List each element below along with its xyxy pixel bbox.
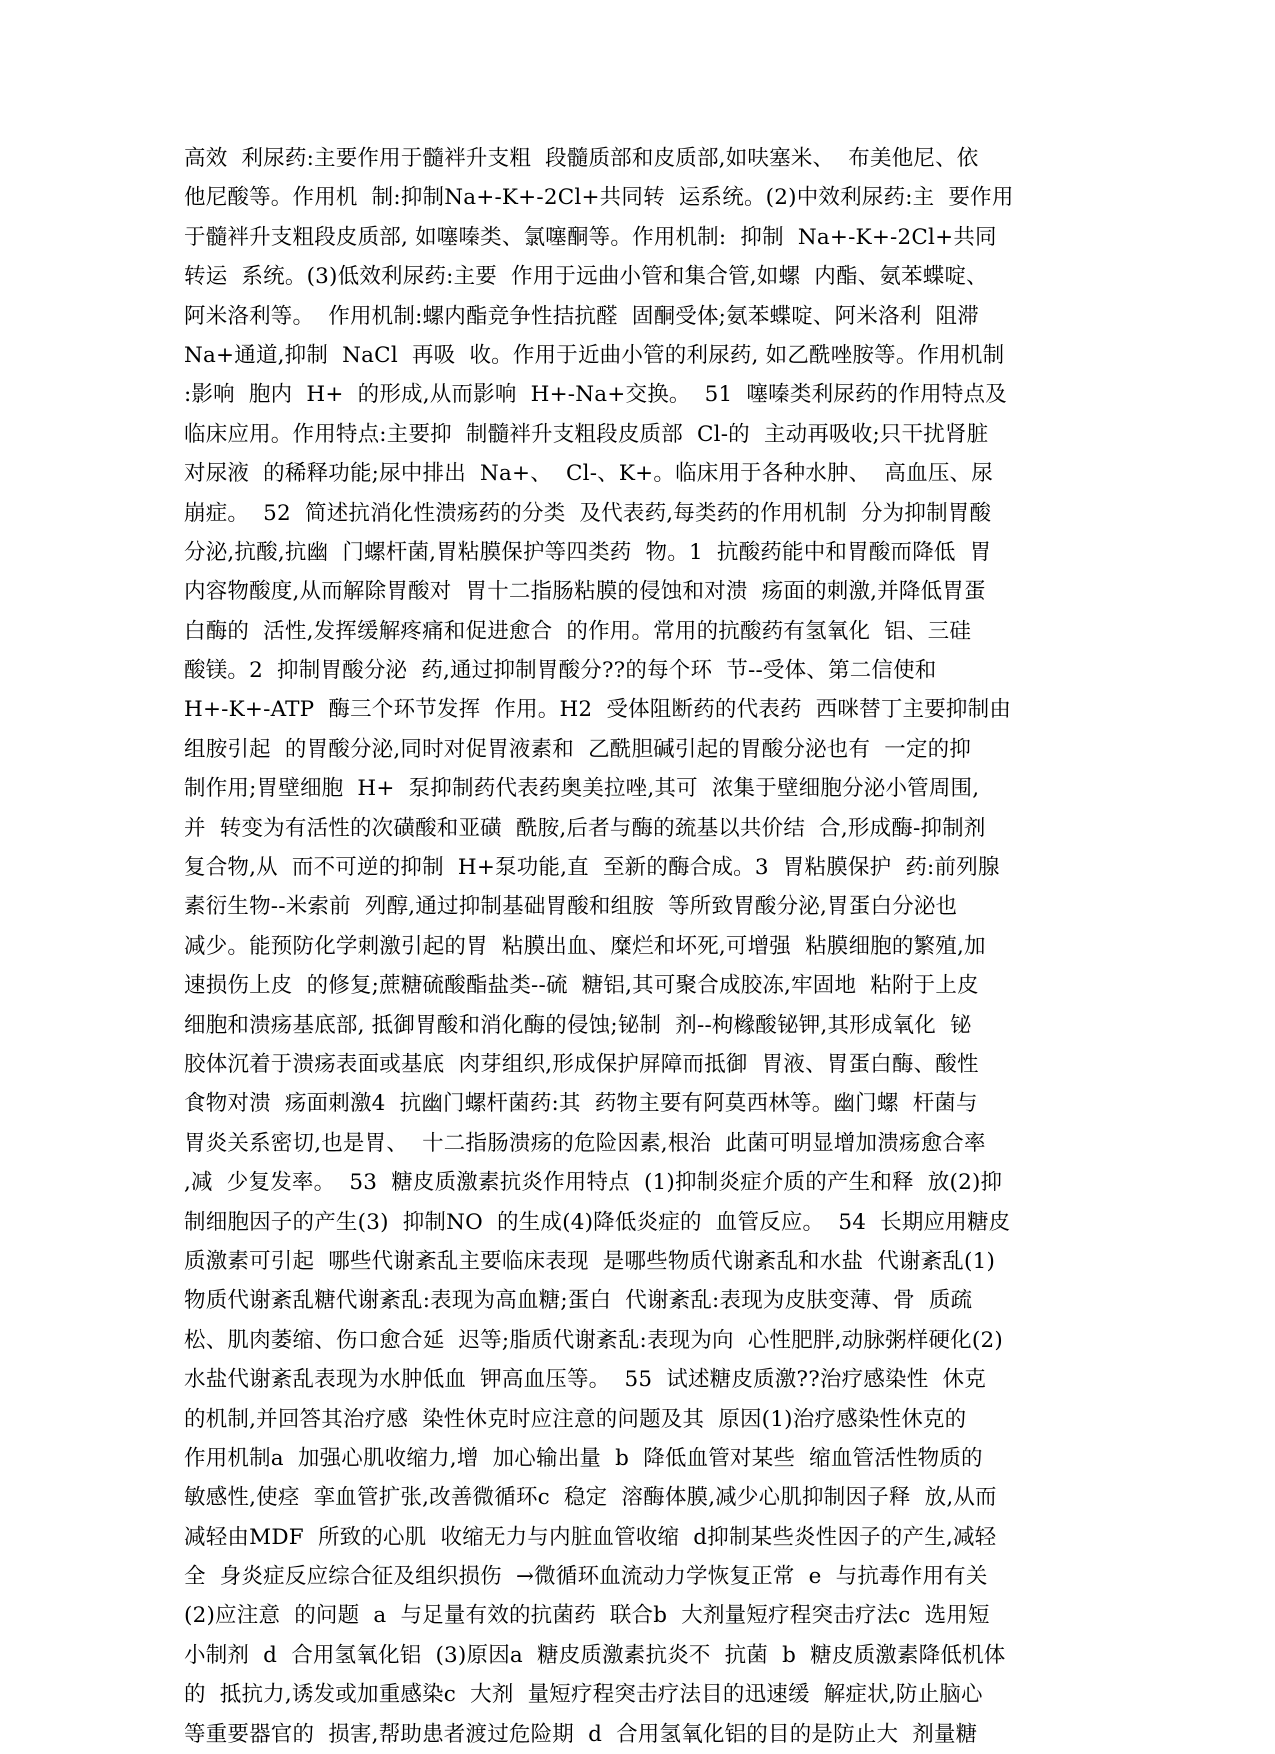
text-line: ,减 少复发率。 53 糖皮质激素抗炎作用特点 (1)抑制炎症介质的产生和释 放(2)抑 [184,1170,1003,1196]
text-line: :影响 胞内 H+ 的形成,从而影响 H+-Na+交换。 51 噻嗪类利尿药的作用特点及 [184,382,1007,408]
text-line: 组胺引起 的胃酸分泌,同时对促胃液素和 乙酰胆碱引起的胃酸分泌也有 一定的抑 [184,736,972,762]
text-line: H+-K+-ATP 酶三个环节发挥 作用。H2 受体阻断药的代表药 西咪替丁主要抑制由 [184,697,1012,723]
text-line: 松、肌肉萎缩、伤口愈合延 迟等;脂质代谢紊乱:表现为向 心性肥胖,动脉粥样硬化(2) [184,1327,1003,1353]
text-line: 小制剂 d 合用氢氧化铝 (3)原因a 糖皮质激素抗炎不 抗菌 b 糖皮质激素降低机体 [184,1642,1006,1668]
text-line: 敏感性,使痉 挛血管扩张,改善微循环c 稳定 溶酶体膜,减少心肌抑制因子释 放,从而 [184,1485,997,1511]
text-line: 他尼酸等。作用机 制:抑制Na+-K+-2Cl+共同转 运系统。(2)中效利尿药:主 要作用 [184,185,1014,211]
document-body [184,139,1089,1754]
text-line: 阿米洛利等。 作用机制:螺内酯竞争性拮抗醛 固酮受体;氨苯蝶啶、阿米洛利 阻滞 [184,303,979,329]
text-line: 内容物酸度,从而解除胃酸对 胃十二指肠粘膜的侵蚀和对溃 疡面的刺激,并降低胃蛋 [184,579,986,605]
text-line: 高效 利尿药:主要作用于髓袢升支粗 段髓质部和皮质部,如呋塞米、 布美他尼、依 [184,146,979,171]
text-line: 食物对溃 疡面刺激4 抗幽门螺杆菌药:其 药物主要有阿莫西林等。幽门螺 杆菌与 [184,1091,978,1117]
text-line: 减轻由MDF 所致的心肌 收缩无力与内脏血管收缩 d抑制某些炎性因子的产生,减轻 [184,1524,997,1550]
text-line: 制作用;胃壁细胞 H+ 泵抑制药代表药奥美拉唑,其可 浓集于壁细胞分泌小管周围, [184,776,980,802]
text-line: 速损伤上皮 的修复;蔗糖硫酸酯盐类--硫 糖铝,其可聚合成胶冻,牢固地 粘附于上皮 [184,973,979,999]
text-line: 分泌,抗酸,抗幽 门螺杆菌,胃粘膜保护等四类药 物。1 抗酸药能中和胃酸而降低 胃 [184,539,992,565]
text-line: 胃炎关系密切,也是胃、 十二指肠溃疡的危险因素,根治 此菌可明显增加溃疡愈合率 [184,1130,986,1156]
text-line: 的 抵抗力,诱发或加重感染c 大剂 量短疗程突击疗法目的迅速缓 解症状,防止脑心 [184,1682,983,1708]
text-line: (2)应注意 的问题 a 与足量有效的抗菌药 联合b 大剂量短疗程突击疗法c 选用短 [184,1603,990,1629]
text-line: 胶体沉着于溃疡表面或基底 肉芽组织,形成保护屏障而抵御 胃液、胃蛋白酶、酸性 [184,1051,979,1077]
text-line: 并 转变为有活性的次磺酸和亚磺 酰胺,后者与酶的巯基以共价结 合,形成酶-抑制剂 [184,815,986,841]
text-line: 的机制,并回答其治疗感 染性休克时应注意的问题及其 原因(1)治疗感染性休克的 [184,1406,967,1432]
text-line: 制细胞因子的产生(3) 抑制NO 的生成(4)降低炎症的 血管反应。 54 长期应用糖皮 [184,1209,1011,1235]
text-line: Na+通道,抑制 NaCl 再吸 收。作用于近曲小管的利尿药, 如乙酰唑胺等。作用机制 [184,342,1005,368]
text-line: 于髓袢升支粗段皮质部, 如噻嗪类、氯噻酮等。作用机制: 抑制 Na+-K+-2Cl+共同 [184,224,997,250]
text-line: 细胞和溃疡基底部, 抵御胃酸和消化酶的侵蚀;铋制 剂--枸橼酸铋钾,其形成氧化 铋 [184,1012,972,1038]
text-line: 素衍生物--米索前 列醇,通过抑制基础胃酸和组胺 等所致胃酸分泌,胃蛋白分泌也 [184,894,958,920]
text-line: 转运 系统。(3)低效利尿药:主要 作用于远曲小管和集合管,如螺 内酯、氨苯蝶啶、 [184,264,988,290]
text-line: 等重要器官的 损害,帮助患者渡过危险期 d 合用氢氧化铝的目的是防止大 剂量糖 [184,1721,978,1747]
text-line: 复合物,从 而不可逆的抑制 H+泵功能,直 至新的酶合成。3 胃粘膜保护 药:前列腺 [184,855,1000,881]
text-line: 白酶的 活性,发挥缓解疼痛和促进愈合 的作用。常用的抗酸药有氢氧化 铝、三硅 [184,618,972,644]
text-line: 物质代谢紊乱糖代谢紊乱:表现为高血糖;蛋白 代谢紊乱:表现为皮肤变薄、骨 质疏 [184,1288,973,1314]
text-line: 质激素可引起 哪些代谢紊乱主要临床表现 是哪些物质代谢紊乱和水盐 代谢紊乱(1) [184,1248,996,1274]
text-line: 减少。能预防化学刺激引起的胃 粘膜出血、糜烂和坏死,可增强 粘膜细胞的繁殖,加 [184,933,986,959]
text-line: 全 身炎症反应综合征及组织损伤 →微循环血流动力学恢复正常 e 与抗毒作用有关 [184,1564,988,1590]
text-line: 水盐代谢紊乱表现为水肿低血 钾高血压等。 55 试述糖皮质激??治疗感染性 休克 [184,1367,986,1393]
text-line: 崩症。 52 简述抗消化性溃疡药的分类 及代表药,每类药的作用机制 分为抑制胃酸 [184,500,992,526]
text-line: 临床应用。作用特点:主要抑 制髓袢升支粗段皮质部 Cl-的 主动再吸收;只干扰肾脏 [184,421,989,447]
text-line: 酸镁。2 抑制胃酸分泌 药,通过抑制胃酸分??的每个环 节--受体、第二信使和 [184,658,937,684]
text-line: 作用机制a 加强心肌收缩力,增 加心输出量 b 降低血管对某些 缩血管活性物质的 [184,1445,983,1471]
text-line: 对尿液 的稀释功能;尿中排出 Na+、 Cl-、K+。临床用于各种水肿、 高血压、尿 [184,461,993,487]
